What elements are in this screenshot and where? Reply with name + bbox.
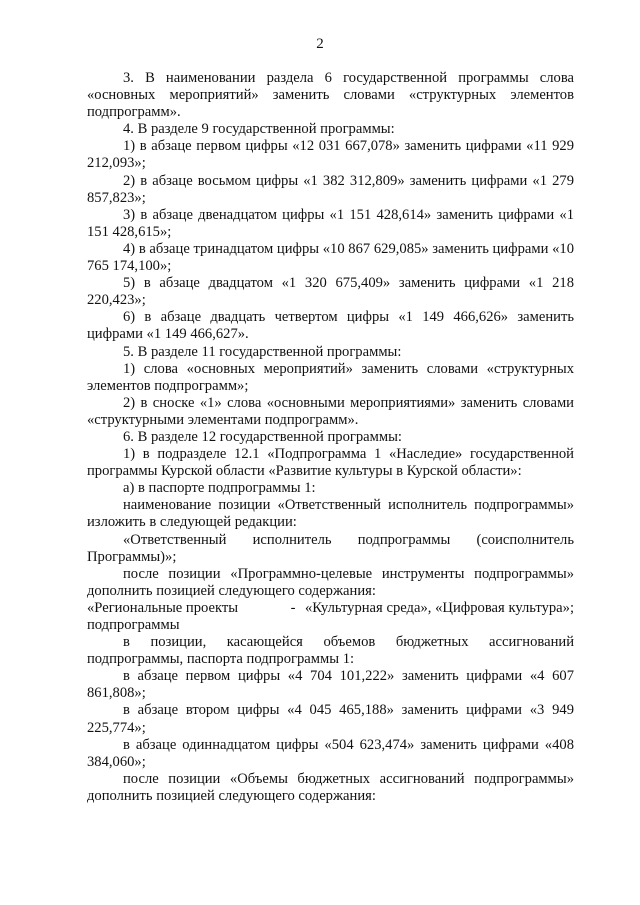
position-label: «Региональные проекты подпрограммы [87, 599, 239, 633]
paragraph: после позиции «Программно-целевые инструменты подпрограммы» дополнить позицией следующего содержания: [87, 565, 574, 599]
document-body [87, 70, 574, 805]
inserted-position-row [87, 600, 574, 634]
paragraph: в абзаце одиннадцатом цифры «504 623,474» заменить цифрами «408 384,060»; [87, 736, 574, 770]
paragraph: 6) в абзаце двадцать четвертом цифры «1 149 466,626» заменить цифрами «1 149 466,627». [87, 309, 574, 343]
paragraph: 5. В разделе 11 государственной программы: [123, 343, 402, 360]
paragraph: 1) слова «основных мероприятий» заменить словами «структурных элементов подпрограмм»; [87, 360, 574, 394]
paragraph: в абзаце втором цифры «4 045 465,188» заменить цифрами «3 949 225,774»; [87, 702, 574, 736]
page-number: 2 [316, 36, 324, 52]
position-value: «Культурная среда», «Цифровая культура»; [305, 599, 574, 616]
paragraph: 4. В разделе 9 государственной программы: [123, 121, 395, 138]
paragraph: 2) в сноске «1» слова «основными мероприятиями» заменить словами «структурными элементами подпрограмм». [87, 394, 574, 428]
paragraph: 3. В наименовании раздела 6 государственной программы слова «основных мероприятий» заменить словами «структурных элементов подпрограмм». [87, 70, 574, 121]
paragraph: 4) в абзаце тринадцатом цифры «10 867 629,085» заменить цифрами «10 765 174,100»; [87, 240, 574, 275]
position-dash: - [290, 599, 296, 616]
paragraph: 3) в абзаце двенадцатом цифры «1 151 428,614» заменить цифрами «1 151 428,615»; [87, 206, 574, 240]
paragraph: 6. В разделе 12 государственной программы: [123, 428, 402, 445]
paragraph: а) в паспорте подпрограммы 1: [123, 480, 316, 497]
paragraph: в абзаце первом цифры «4 704 101,222» заменить цифрами «4 607 861,808»; [87, 668, 574, 702]
paragraph: «Ответственный исполнитель подпрограммы (соисполнитель Программы)»; [87, 531, 574, 565]
paragraph: 2) в абзаце восьмом цифры «1 382 312,809» заменить цифрами «1 279 857,823»; [87, 172, 574, 206]
paragraph: наименование позиции «Ответственный исполнитель подпрограммы» изложить в следующей редакции: [87, 497, 574, 531]
paragraph: в позиции, касающейся объемов бюджетных ассигнований подпрограммы, паспорта подпрограммы 1: [87, 634, 574, 668]
paragraph: после позиции «Объемы бюджетных ассигнований подпрограммы» дополнить позицией следующего содержания: [87, 770, 574, 804]
paragraph: 5) в абзаце двадцатом «1 320 675,409» заменить цифрами «1 218 220,423»; [87, 275, 574, 309]
paragraph: 1) в подразделе 12.1 «Подпрограмма 1 «Наследие» государственной программы Курской области «Развитие культуры в Курской области»: [87, 446, 574, 480]
paragraph: 1) в абзаце первом цифры «12 031 667,078» заменить цифрами «11 929 212,093»; [87, 138, 574, 172]
